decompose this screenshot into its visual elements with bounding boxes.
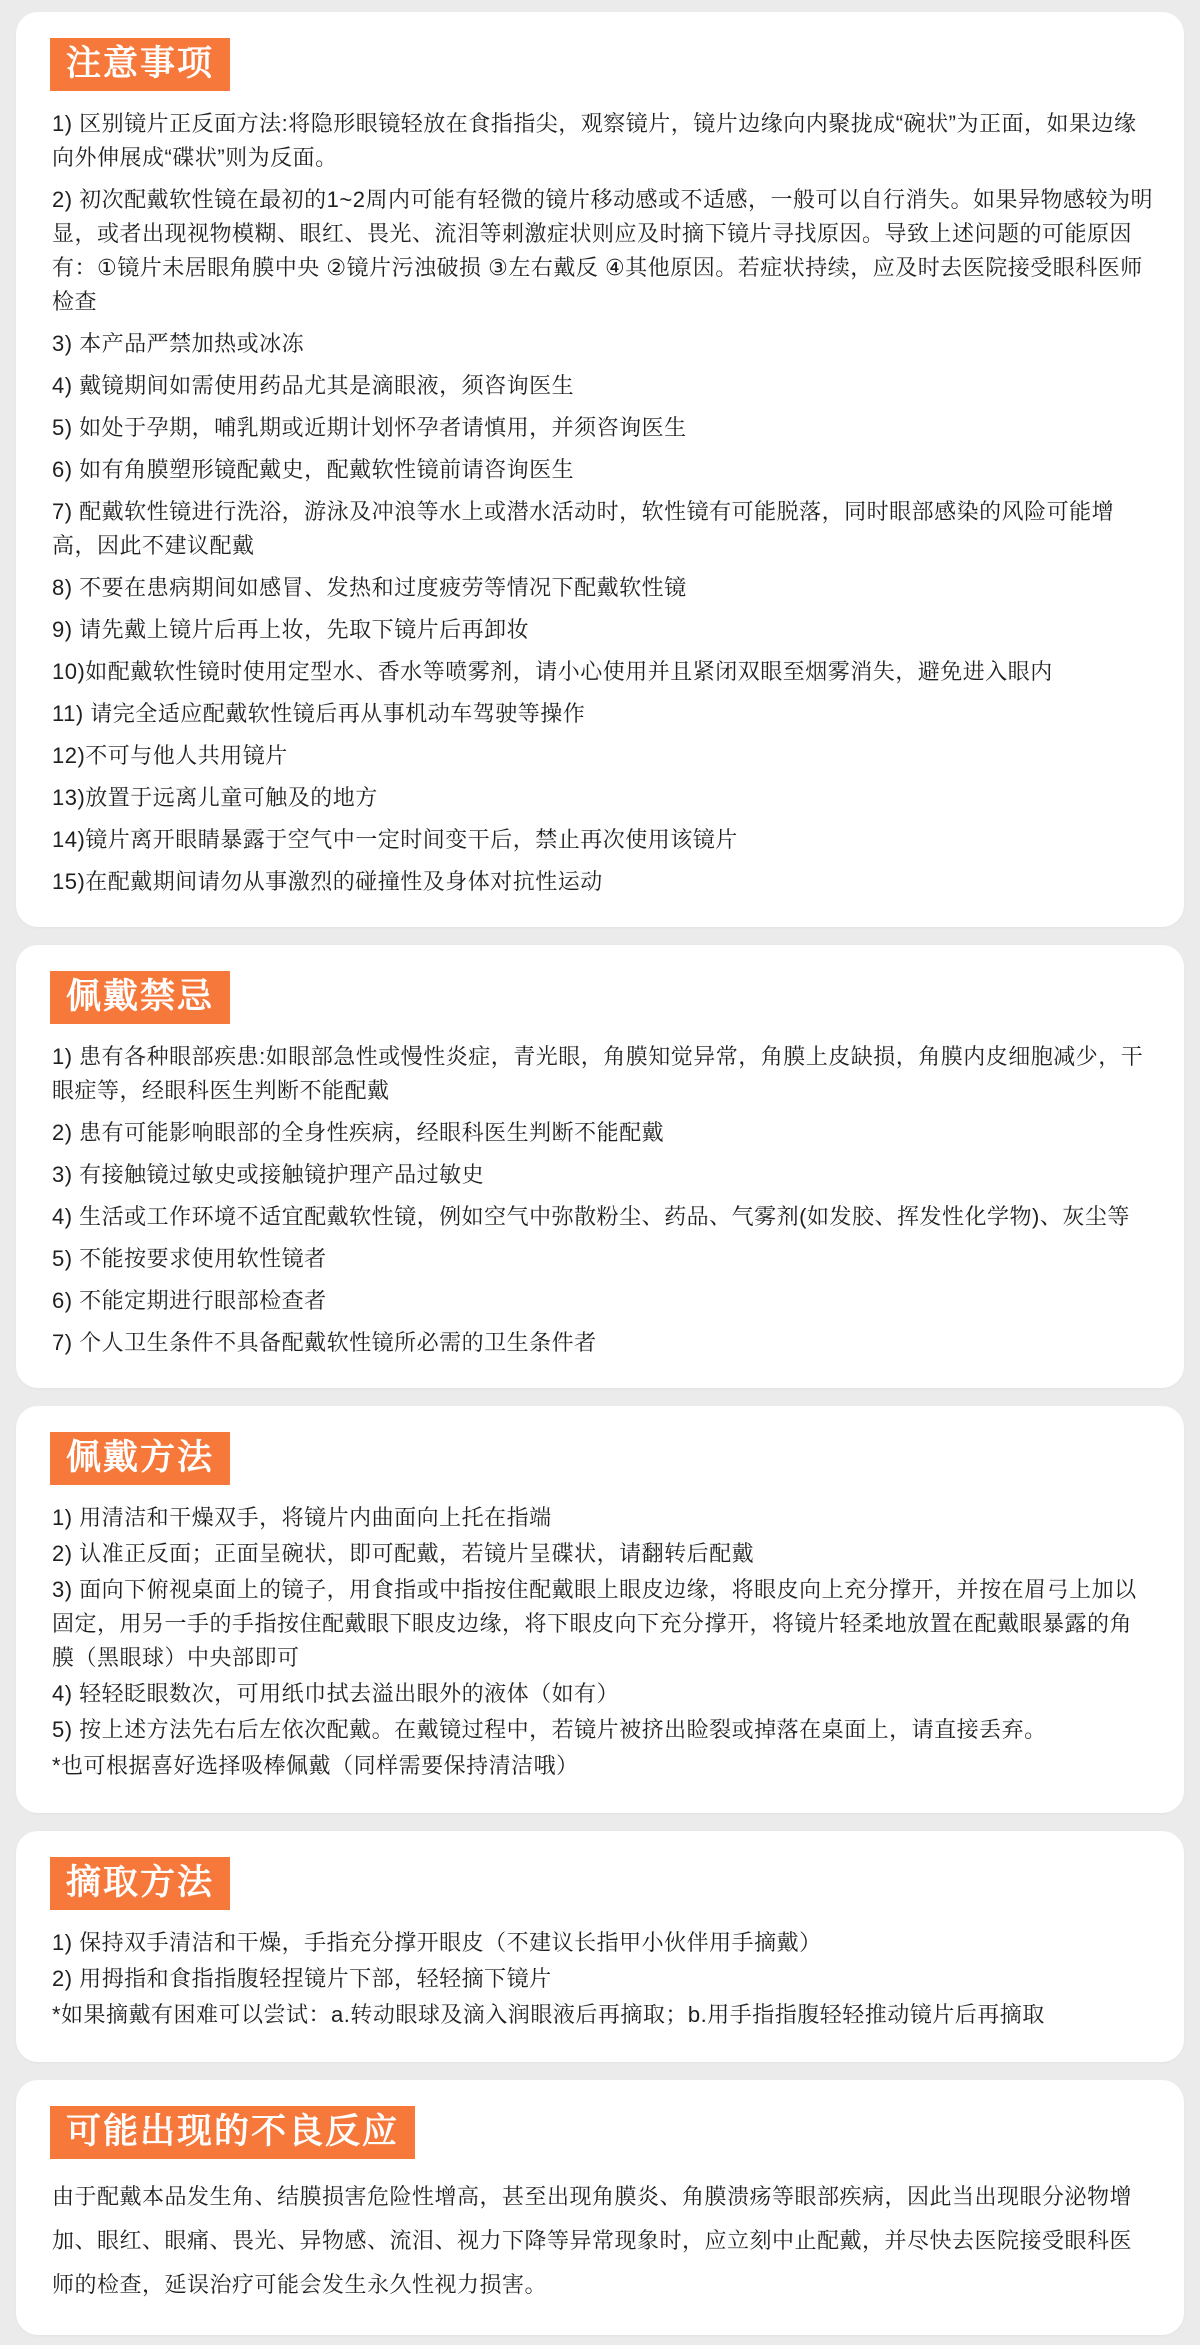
section-card-wearing-method — [16, 1406, 1184, 1813]
section-item: 9) 请先戴上镜片后再上妆，先取下镜片后再卸妆 — [52, 617, 530, 642]
section-item: 6) 如有角膜塑形镜配戴史，配戴软性镜前请咨询医生 — [52, 457, 575, 482]
section-item: 4) 生活或工作环境不适宜配戴软性镜，例如空气中弥散粉尘、药品、气雾剂(如发胶、挥发性化学物)、灰尘等 — [52, 1204, 1130, 1229]
section-items — [44, 1926, 1154, 2032]
section-item: 3) 有接触镜过敏史或接触镜护理产品过敏史 — [52, 1162, 485, 1187]
section-item: 7) 个人卫生条件不具备配戴软性镜所必需的卫生条件者 — [52, 1330, 597, 1355]
section-title-badge: 佩戴禁忌 — [50, 971, 230, 1024]
section-item: 1) 患有各种眼部疾患:如眼部急性或慢性炎症，青光眼，角膜知觉异常，角膜上皮缺损，角膜内皮细胞减少，干眼症等，经眼科医生判断不能配戴 — [52, 1044, 1144, 1103]
section-item: 2) 患有可能影响眼部的全身性疾病，经眼科医生判断不能配戴 — [52, 1120, 665, 1145]
section-item: 1) 区别镜片正反面方法:将隐形眼镜轻放在食指指尖，观察镜片，镜片边缘向内聚拢成“碗状”为正面，如果边缘向外伸展成“碟状”则为反面。 — [52, 111, 1137, 170]
section-item: 10)如配戴软性镜时使用定型水、香水等喷雾剂，请小心使用并且紧闭双眼至烟雾消失，避免进入眼内 — [52, 659, 1053, 684]
section-item: 5) 按上述方法先右后左依次配戴。在戴镜过程中，若镜片被挤出睑裂或掉落在桌面上，请直接丢弃。 — [52, 1717, 1047, 1742]
section-items — [44, 107, 1154, 899]
section-item: 5) 如处于孕期，哺乳期或近期计划怀孕者请慎用，并须咨询医生 — [52, 415, 687, 440]
section-title-badge: 摘取方法 — [50, 1857, 230, 1910]
section-items — [44, 2175, 1154, 2307]
section-item: 由于配戴本品发生角、结膜损害危险性增高，甚至出现角膜炎、角膜溃疡等眼部疾病，因此当出现眼分泌物增加、眼红、眼痛、畏光、异物感、流泪、视力下降等异常现象时，应立刻中止配戴，并尽快去医院接受眼科医师的检查，延误治疗可能会发生永久性视力损害。 — [52, 2184, 1133, 2297]
section-item: 5) 不能按要求使用软性镜者 — [52, 1246, 327, 1271]
section-item: 4) 戴镜期间如需使用药品尤其是滴眼液，须咨询医生 — [52, 373, 575, 398]
section-item: 3) 本产品严禁加热或冰冻 — [52, 331, 305, 356]
section-item: *也可根据喜好选择吸棒佩戴（同样需要保持清洁哦） — [52, 1753, 579, 1778]
section-item: 7) 配戴软性镜进行洗浴，游泳及冲浪等水上或潜水活动时，软性镜有可能脱落，同时眼部感染的风险可能增高，因此不建议配戴 — [52, 499, 1115, 558]
section-item: 2) 初次配戴软性镜在最初的1~2周内可能有轻微的镜片移动感或不适感，一般可以自行消失。如果异物感较为明显，或者出现视物模糊、眼红、畏光、流泪等刺激症状则应及时摘下镜片寻找原因。导致上述问题的可能原因有：①镜片未居眼角膜中央 ②镜片污浊破损 ③左右戴反 ④其他原因。若症状持续，应及时去医院接受眼科医师检查 — [52, 187, 1153, 314]
section-item: 4) 轻轻眨眼数次，可用纸巾拭去溢出眼外的液体（如有） — [52, 1681, 620, 1706]
section-card-adverse-reactions — [16, 2080, 1184, 2335]
section-card-contraindications — [16, 945, 1184, 1388]
section-item: 3) 面向下俯视桌面上的镜子，用食指或中指按住配戴眼上眼皮边缘，将眼皮向上充分撑开，并按在眉弓上加以固定，用另一手的手指按住配戴眼下眼皮边缘，将下眼皮向下充分撑开，将镜片轻柔地放置在配戴眼暴露的角膜（黑眼球）中央部即可 — [52, 1577, 1137, 1670]
section-item: 15)在配戴期间请勿从事激烈的碰撞性及身体对抗性运动 — [52, 869, 603, 894]
section-title-badge: 注意事项 — [50, 38, 230, 91]
section-item: 13)放置于远离儿童可触及的地方 — [52, 785, 378, 810]
section-item: 6) 不能定期进行眼部检查者 — [52, 1288, 327, 1313]
section-title-badge: 可能出现的不良反应 — [50, 2106, 415, 2159]
section-card-precautions — [16, 12, 1184, 927]
section-item: 2) 用拇指和食指指腹轻捏镜片下部，轻轻摘下镜片 — [52, 1966, 552, 1991]
section-item: 2) 认准正反面；正面呈碗状，即可配戴，若镜片呈碟状，请翻转后配戴 — [52, 1541, 755, 1566]
section-items — [44, 1501, 1154, 1783]
section-item: 8) 不要在患病期间如感冒、发热和过度疲劳等情况下配戴软性镜 — [52, 575, 687, 600]
section-items — [44, 1040, 1154, 1360]
section-item: 12)不可与他人共用镜片 — [52, 743, 288, 768]
section-title-badge: 佩戴方法 — [50, 1432, 230, 1485]
section-item: 1) 保持双手清洁和干燥，手指充分撑开眼皮（不建议长指甲小伙伴用手摘戴） — [52, 1930, 822, 1955]
section-item: 14)镜片离开眼睛暴露于空气中一定时间变干后，禁止再次使用该镜片 — [52, 827, 738, 852]
section-item: 1) 用清洁和干燥双手，将镜片内曲面向上托在指端 — [52, 1505, 552, 1530]
section-item: *如果摘戴有困难可以尝试：a.转动眼球及滴入润眼液后再摘取；b.用手指指腹轻轻推动镜片后再摘取 — [52, 2002, 1045, 2027]
section-card-removal-method — [16, 1831, 1184, 2062]
section-item: 11) 请完全适应配戴软性镜后再从事机动车驾驶等操作 — [52, 701, 586, 726]
